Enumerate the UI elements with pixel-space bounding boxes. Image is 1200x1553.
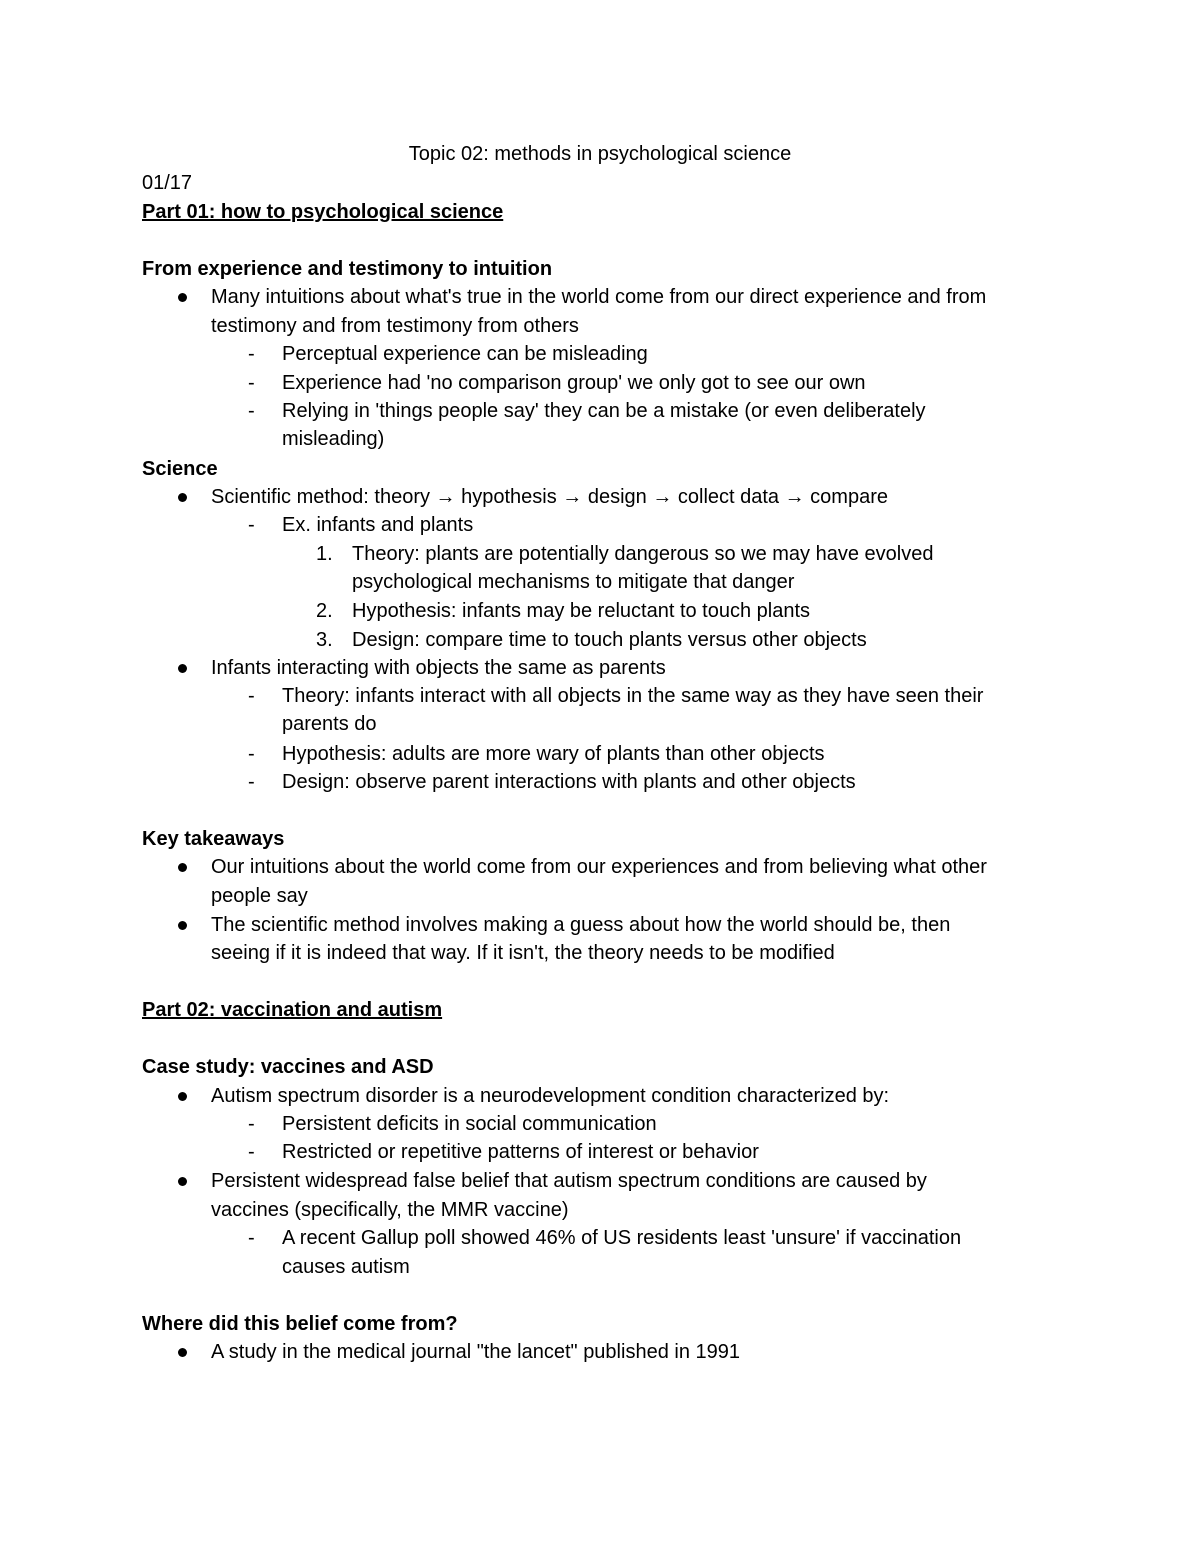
sub-list-item: Design: observe parent interactions with plants and other objects [282, 771, 856, 793]
sub-list-item: Relying in 'things people say' they can be a mistake (or even deliberately [282, 400, 926, 422]
dash-marker: - [248, 343, 255, 365]
bullet-icon [178, 1177, 187, 1186]
sub-list-item: Persistent deficits in social communication [282, 1113, 657, 1135]
bullet-icon [178, 493, 187, 502]
part1-heading: Part 01: how to psychological science [142, 201, 504, 223]
sub-list-item: Perceptual experience can be misleading [282, 343, 648, 365]
list-item: Many intuitions about what's true in the world come from our direct experience and from [211, 286, 987, 308]
section-heading-belief: Where did this belief come from? [142, 1313, 458, 1335]
sub-list-item: Theory: infants interact with all objects in the same way as they have seen their [282, 685, 984, 707]
list-item-continuation: people say [211, 885, 308, 907]
section-heading-case-study: Case study: vaccines and ASD [142, 1056, 434, 1078]
bullet-icon [178, 664, 187, 673]
list-item: Scientific method: theory → hypothesis → design → collect data → compare [211, 486, 888, 508]
dash-marker: - [248, 1141, 255, 1163]
dash-marker: - [248, 372, 255, 394]
list-item: Infants interacting with objects the same as parents [211, 657, 666, 679]
sub-list-item-continuation: parents do [282, 713, 377, 735]
dash-marker: - [248, 400, 255, 422]
number-marker: 1. [316, 543, 333, 565]
sub-list-item-continuation: misleading) [282, 428, 385, 450]
list-item-continuation: vaccines (specifically, the MMR vaccine) [211, 1199, 569, 1221]
bullet-icon [178, 1092, 187, 1101]
section-heading-science: Science [142, 458, 218, 480]
bullet-icon [178, 863, 187, 872]
part2-heading: Part 02: vaccination and autism [142, 999, 443, 1021]
sub-list-item: Ex. infants and plants [282, 514, 474, 536]
section-heading-takeaways: Key takeaways [142, 828, 285, 850]
page-title: Topic 02: methods in psychological science [408, 143, 792, 165]
list-item-continuation: seeing if it is indeed that way. If it isn't, the theory needs to be modified [211, 942, 835, 964]
date-label: 01/17 [142, 172, 193, 194]
dash-marker: - [248, 1227, 255, 1249]
numbered-item: Hypothesis: infants may be reluctant to touch plants [352, 600, 811, 622]
dash-marker: - [248, 514, 255, 536]
sub-list-item: Hypothesis: adults are more wary of plants than other objects [282, 743, 825, 765]
numbered-item: Theory: plants are potentially dangerous so we may have evolved [352, 543, 934, 565]
dash-marker: - [248, 771, 255, 793]
numbered-item: Design: compare time to touch plants versus other objects [352, 629, 867, 651]
list-item-continuation: testimony and from testimony from others [211, 315, 579, 337]
section-heading-experience: From experience and testimony to intuition [142, 258, 553, 280]
list-item: The scientific method involves making a guess about how the world should be, then [211, 914, 951, 936]
bullet-icon [178, 293, 187, 302]
sub-list-item: A recent Gallup poll showed 46% of US residents least 'unsure' if vaccination [282, 1227, 962, 1249]
list-item: Our intuitions about the world come from our experiences and from believing what other [211, 856, 987, 878]
bullet-icon [178, 1348, 187, 1357]
list-item: Persistent widespread false belief that autism spectrum conditions are caused by [211, 1170, 927, 1192]
number-marker: 3. [316, 629, 333, 651]
dash-marker: - [248, 685, 255, 707]
number-marker: 2. [316, 600, 333, 622]
numbered-item-continuation: psychological mechanisms to mitigate that danger [352, 571, 795, 593]
list-item: Autism spectrum disorder is a neurodevelopment condition characterized by: [211, 1085, 890, 1107]
bullet-icon [178, 921, 187, 930]
sub-list-item: Experience had 'no comparison group' we only got to see our own [282, 372, 866, 394]
list-item: A study in the medical journal "the lancet" published in 1991 [211, 1341, 740, 1363]
dash-marker: - [248, 1113, 255, 1135]
sub-list-item: Restricted or repetitive patterns of interest or behavior [282, 1141, 759, 1163]
dash-marker: - [248, 743, 255, 765]
sub-list-item-continuation: causes autism [282, 1256, 410, 1278]
